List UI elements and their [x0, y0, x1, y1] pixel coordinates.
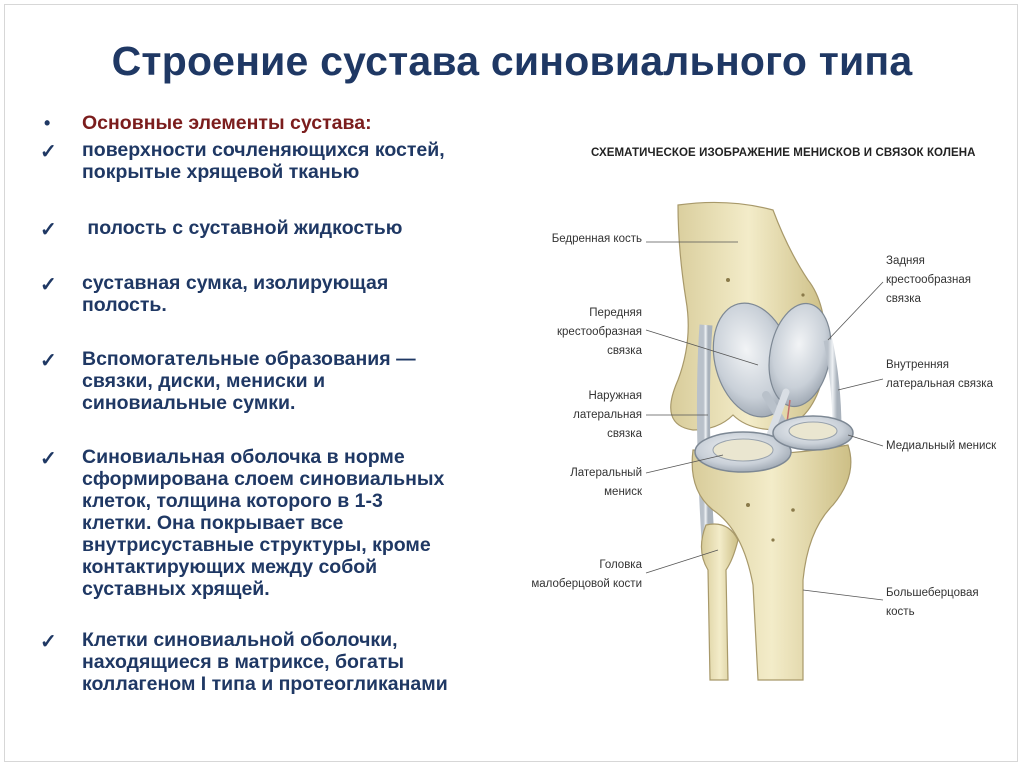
bullet-line: покрытые хрящевой тканью	[82, 161, 360, 183]
bullet-line: поверхности сочленяющихся костей,	[82, 139, 445, 161]
bullet-line: синовиальные сумки.	[82, 392, 296, 414]
bullet-line: клеток, толщина которого в 1-3	[82, 490, 383, 512]
knee-diagram	[528, 130, 1008, 690]
lateral-collateral-ligament	[703, 325, 708, 540]
checkmark-icon: ✓	[40, 219, 57, 241]
bullet-line: полость.	[82, 294, 167, 316]
bullet-line: находящиеся в матриксе, богаты	[82, 651, 405, 673]
label-lateral-meniscus: Латеральный мениск	[570, 467, 642, 498]
label-tibia: Большеберцовая кость	[886, 587, 979, 618]
slide-title: Строение сустава синовиального типа	[111, 38, 913, 84]
label-medial-meniscus: Медиальный мениск	[886, 440, 997, 452]
label-fibula-head: Головка малоберцовой кости	[531, 559, 642, 590]
bullet-line: Клетки синовиальной оболочки,	[82, 629, 398, 651]
diagram-title: СХЕМАТИЧЕСКОЕ ИЗОБРАЖЕНИЕ МЕНИСКОВ И СВЯЗОК КОЛЕНА	[591, 147, 976, 159]
checkmark-icon: ✓	[40, 141, 57, 163]
label-lateral-collateral: Наружная латеральная связка	[573, 390, 642, 440]
label-medial-collateral: Внутренняя латеральная связка	[886, 359, 993, 390]
bullet-dot-icon: •	[44, 113, 51, 133]
bullet-line: связки, диски, мениски и	[82, 370, 326, 392]
bullet-line: клетки. Она покрывает все	[82, 512, 344, 534]
label-femur: Бедренная кость	[551, 233, 642, 245]
bullet-line: Основные элементы сустава:	[82, 112, 372, 134]
bullet-line: контактирующих между собой	[82, 556, 378, 578]
bullet-line: суставная сумка, изолирующая	[82, 272, 389, 294]
bullet-line: полость с суставной жидкостью	[82, 217, 403, 239]
checkmark-icon: ✓	[40, 350, 57, 372]
bullet-line: Вспомогательные образования —	[82, 348, 416, 370]
label-anterior-cruciate: Передняя крестообразная связка	[557, 307, 642, 357]
checkmark-icon: ✓	[40, 631, 57, 653]
bullet-line: Синовиальная оболочка в норме	[82, 446, 405, 468]
bullet-line: внутрисуставные структуры, кроме	[82, 534, 431, 556]
label-posterior-cruciate: Задняя крестообразная связка	[886, 255, 971, 305]
checkmark-icon: ✓	[40, 448, 57, 470]
bullet-line: коллагеном I типа и протеогликанами	[82, 673, 448, 695]
fibula-bone	[701, 524, 738, 680]
bullet-line: сформирована слоем синовиальных	[82, 468, 445, 490]
checkmark-icon: ✓	[40, 274, 57, 296]
bullet-line: суставных хрящей.	[82, 578, 270, 600]
